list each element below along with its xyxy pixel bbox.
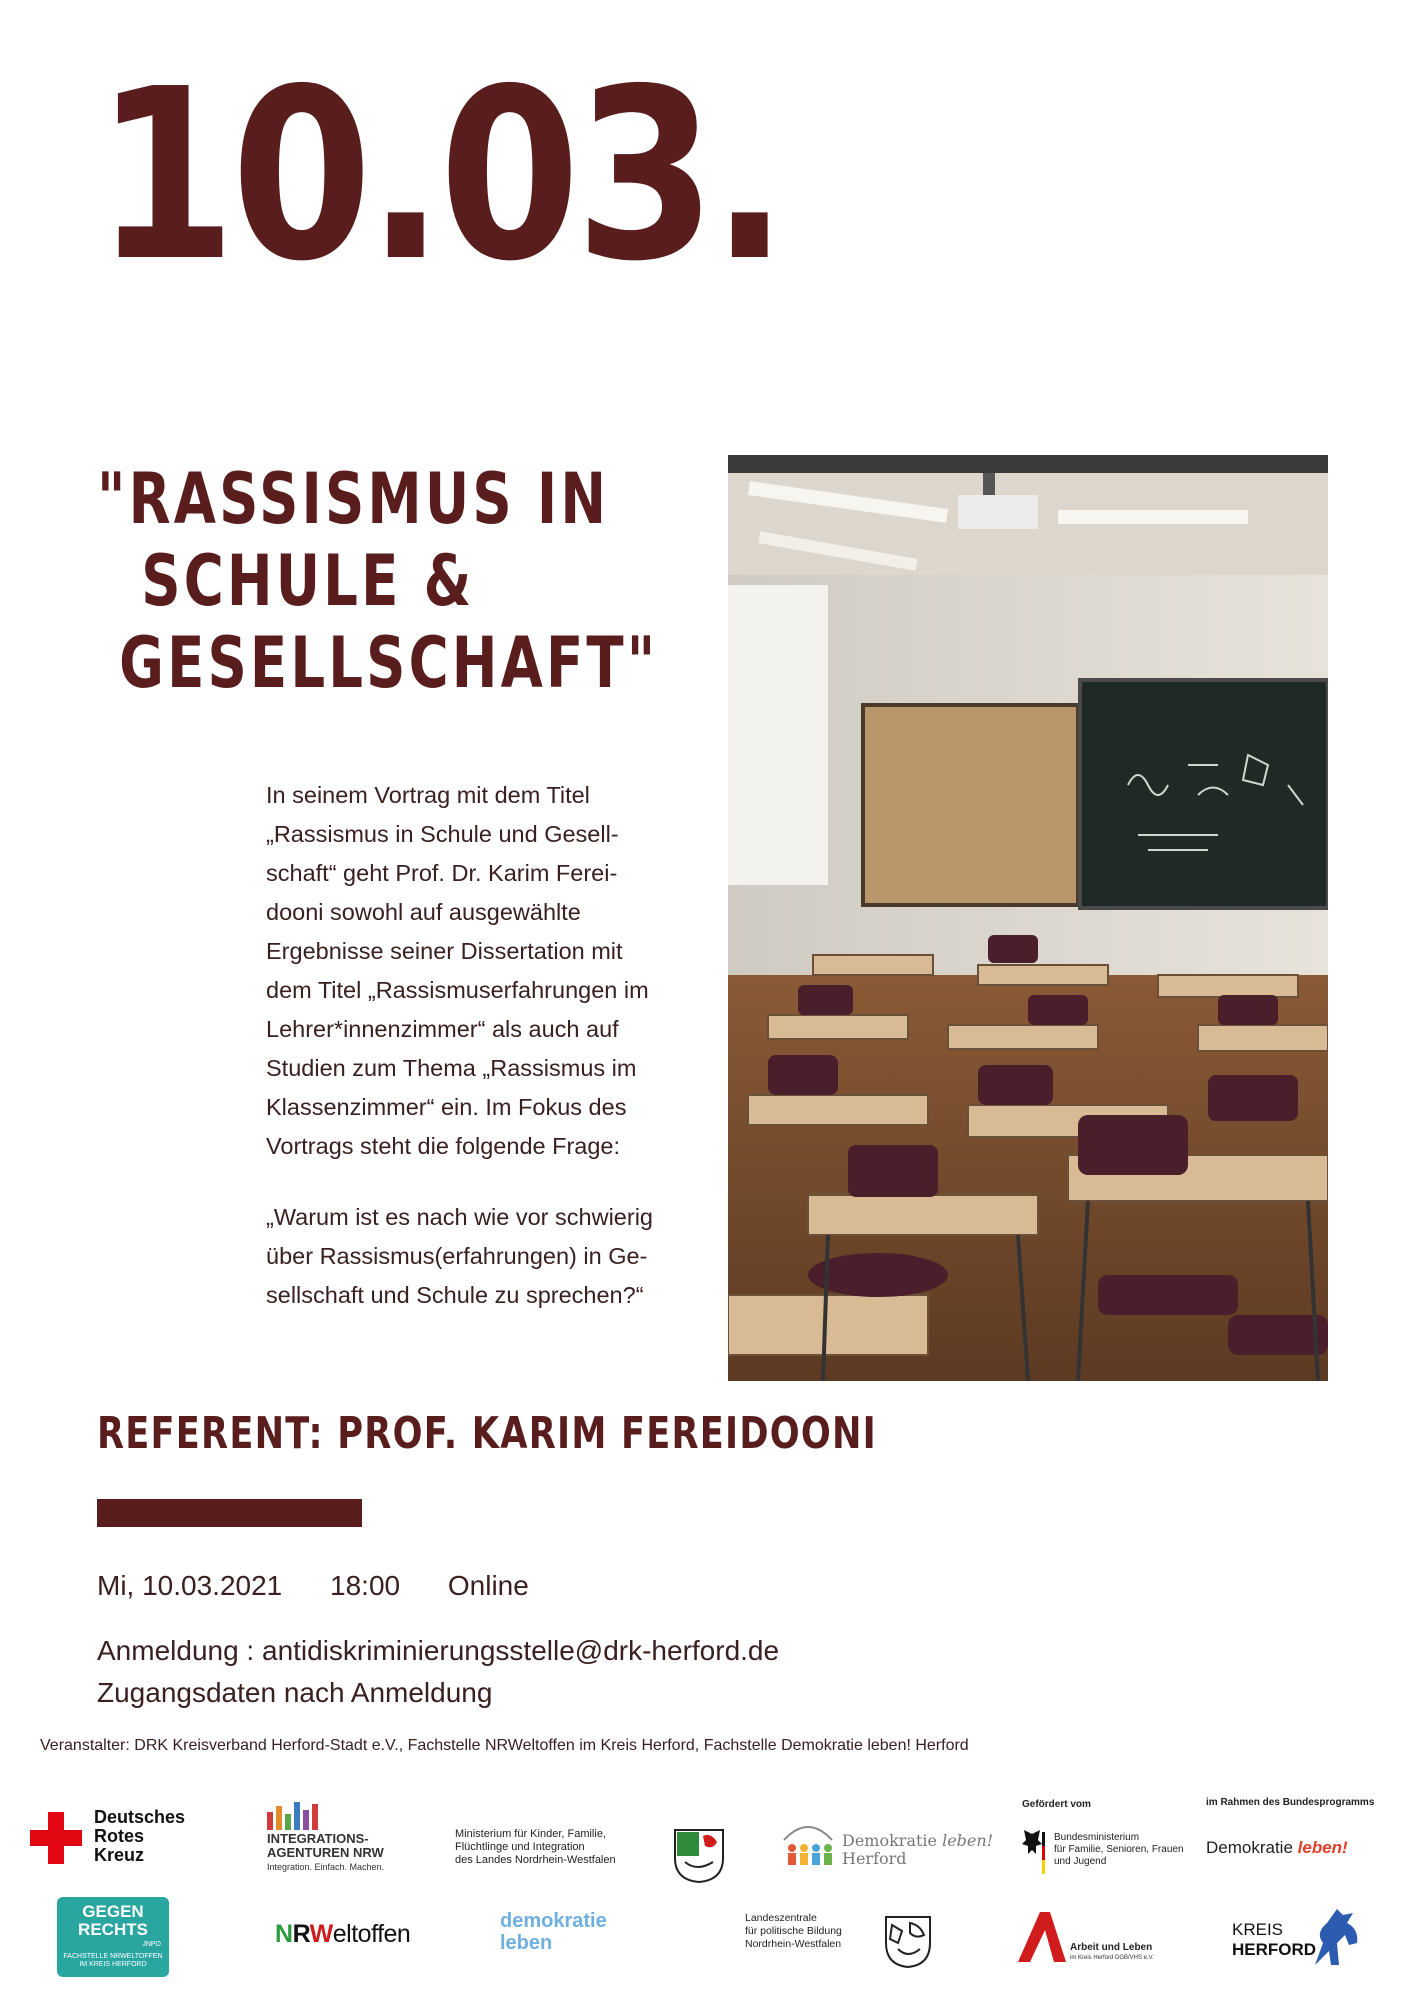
lecture-title [97,458,658,704]
ministry-line-3: des Landes Nordrhein-Westfalen [455,1854,616,1866]
description-question: „Warum ist es nach wie vor schwierig über Rassismus(erfahrungen) in Ge- sellschaft und Schule zu sprechen?“ [266,1204,653,1308]
kh-herford: HERFORD [1232,1940,1317,1959]
demokratie-leben-blue-logo [500,1910,607,1954]
dlb-line-2: leben [500,1932,553,1954]
integration-sub: Integration. Einfach. Machen. [267,1862,385,1872]
integration-title-2: AGENTUREN NRW [267,1845,384,1860]
registration-info [97,1630,779,1714]
dlb-line-1: demokratie [500,1910,607,1932]
gr-kreis: IM KREIS HERFORD [79,1961,147,1968]
integration-title: INTEGRATIONS- [267,1831,369,1846]
bmfsfj-logo [1018,1826,1188,1882]
organizer-line: Veranstalter: DRK Kreisverband Herford-Stadt e.V., Fachstelle NRWeltoffen im Kreis Herford, Fachstelle Demokratie leben! Herford [40,1737,969,1754]
registration-note: Zugangsdaten nach Anmeldung [97,1677,493,1708]
title-line-1: "RASSISMUS IN [97,458,610,540]
classroom-photo [728,455,1328,1381]
drk-logo [30,1808,200,1868]
nrw-r: R [292,1920,310,1948]
event-time: 18:00 [330,1570,401,1601]
lz-line-3: Nordrhein-Westfalen [745,1938,842,1950]
federal-eagle-icon [1018,1826,1048,1882]
nrw-w: W [309,1920,333,1948]
drk-line-2: Rotes [94,1826,145,1846]
bmfsfj-line-2: für Familie, Senioren, Frauen [1054,1844,1184,1855]
al-title: Arbeit und Leben [1070,1942,1153,1953]
drk-line-3: Kreuz [94,1845,145,1865]
bars-icon [267,1800,327,1830]
nrw-shield-icon [884,1915,932,1969]
title-line-3: GESELLSCHAFT" [97,622,659,704]
horse-icon [1305,1905,1365,1969]
gr-gegen: GEGEN [82,1902,144,1921]
nrw-n: N [275,1920,293,1948]
lz-line-2: für politische Bildung [745,1925,842,1937]
dl-herford-city: Herford [842,1849,907,1868]
event-date-headline: 10.03. [95,38,784,313]
kh-kreis: KREIS [1232,1920,1284,1939]
ministry-nrw-logo [455,1828,655,1867]
demokratie-leben-herford-logo [778,1818,1008,1874]
gefoerdert-label: Gefördert vom [1022,1799,1091,1810]
drk-line-1: Deutsches [94,1807,186,1827]
al-sub: im Kreis Herford DGB/VHS e.V. [1070,1955,1154,1961]
people-umbrella-icon [778,1818,838,1870]
dl-leben: leben! [1297,1838,1348,1857]
gr-rechts: RECHTS [78,1920,148,1939]
dl-herford-word: Demokratie [842,1831,943,1850]
arbeit-und-leben-logo [1018,1912,1188,1968]
title-line-2: SCHULE & [97,540,475,622]
gr-jnpo: JNPO [142,1941,161,1948]
red-cross-icon [30,1812,82,1864]
im-rahmen-label: im Rahmen des Bundesprogramms [1206,1797,1375,1808]
gr-fachstelle: FACHSTELLE NRWELTOFFEN [63,1953,163,1960]
event-details [97,1570,569,1602]
ministry-line-2: Flüchtlinge und Integration [455,1841,585,1853]
bmfsfj-line-1: Bundesministerium [1054,1832,1140,1843]
kreis-herford-logo [1232,1920,1316,1960]
event-mode: Online [447,1570,529,1601]
nrw-rest: eltoffen [332,1920,411,1948]
dl-word: Demokratie [1206,1838,1298,1857]
event-day-date: Mi, 10.03.2021 [97,1570,283,1601]
bmfsfj-line-3: und Jugend [1054,1856,1107,1867]
landeszentrale-logo [745,1912,895,1951]
nrweltoffen-logo [275,1920,410,1949]
arbeit-leben-a-icon [1018,1912,1066,1962]
divider-bar [97,1499,362,1527]
registration-email[interactable]: Anmeldung : antidiskriminierungsstelle@drk-herford.de [97,1635,780,1666]
nrw-coat-of-arms-icon [673,1828,725,1884]
speaker-heading: REFERENT: PROF. KARIM FEREIDOONI [97,1408,877,1459]
lz-line-1: Landeszentrale [745,1912,817,1924]
ministry-line-1: Ministerium für Kinder, Familie, [455,1828,606,1840]
integrationsagenturen-logo [265,1800,415,1870]
description-paragraph: In seinem Vortrag mit dem Titel „Rassismus in Schule und Gesell- schaft“ geht Prof. Dr. Karim Ferei- dooni sowohl auf ausgewählte Ergebnisse seiner Dissertation mit dem Titel „Rassismuserfahrungen im Lehrer*innenzimmer“ als auch auf Studien zum Thema „Rassismus im Klassenzimmer“ ein. Im Fokus des Vortrags steht die folgende Frage: [266,782,649,1159]
lecture-description [266,776,716,1315]
dl-herford-leben: leben! [942,1831,994,1850]
gegen-rechts-logo [57,1897,169,1977]
demokratie-leben-logo [1206,1838,1348,1858]
